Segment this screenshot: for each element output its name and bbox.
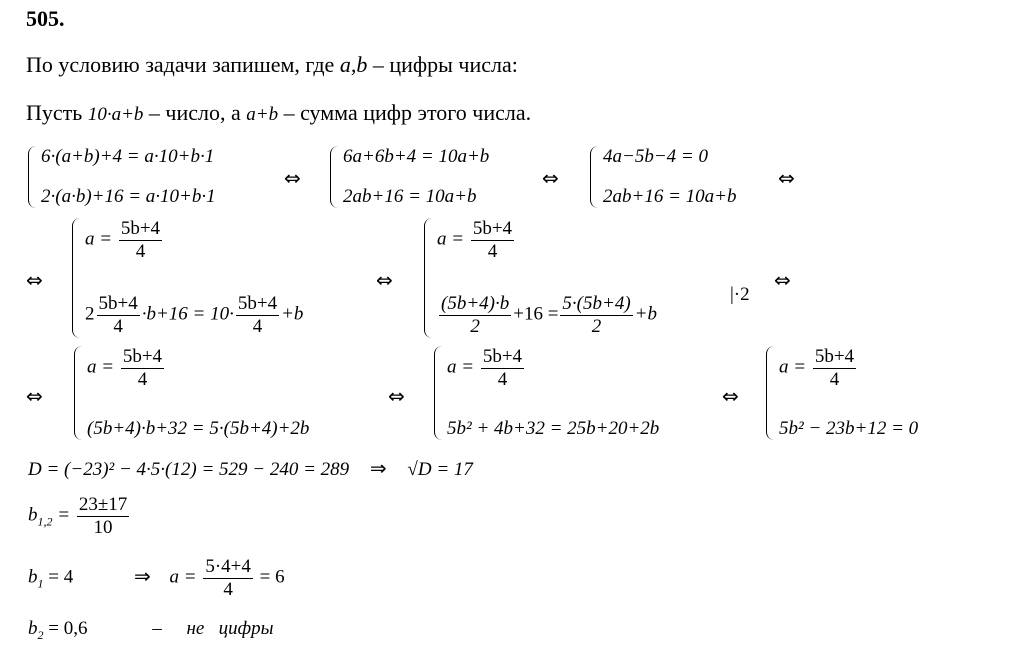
fraction-den: 2 <box>470 316 480 338</box>
fraction-num: 5·(5b+4) <box>562 293 631 315</box>
eq-mid: +16 = <box>513 304 559 326</box>
coef: 2 <box>85 304 95 326</box>
eq-mid: ·b+16 = 10· <box>141 304 234 326</box>
let-post: – сумма цифр этого числа. <box>278 100 532 125</box>
iff-symbol: ⇔ <box>542 166 559 190</box>
b1-line <box>28 556 285 601</box>
intro-rest: – цифры числа: <box>367 52 518 77</box>
implies-symbol: ⇒ <box>133 563 151 588</box>
eq-row: 4a−5b−4 = 0 <box>603 146 708 167</box>
discriminant-expr: D = (−23)² − 4·5·(12) = 529 − 240 = 289 <box>28 459 350 480</box>
sum-expr: a+b <box>246 104 279 125</box>
iff-symbol: ⇔ <box>388 384 405 408</box>
let-line <box>26 100 531 126</box>
eq-sign: = <box>57 504 71 526</box>
eq-row: 2ab+16 = 10a+b <box>603 186 737 207</box>
root-var: b <box>28 618 38 639</box>
iff-symbol: ⇔ <box>722 384 739 408</box>
eq-lhs: a = <box>169 566 197 588</box>
root-value: = 0,6 <box>48 618 88 639</box>
system-3b <box>434 346 659 440</box>
fraction-den: 4 <box>223 578 233 600</box>
fraction-num: 5b+4 <box>814 346 855 367</box>
eq-lhs: a = <box>85 228 113 250</box>
note-text: не цифры <box>186 618 274 639</box>
let-mid: – число, а <box>143 100 247 125</box>
iff-symbol: ⇔ <box>284 166 301 190</box>
fraction-den: 4 <box>137 368 148 390</box>
digit-vars: a,b <box>339 52 368 77</box>
eq-lhs: a = <box>779 356 807 378</box>
fraction-num: 5b+4 <box>237 293 278 315</box>
b2-line <box>28 618 273 643</box>
let-pre: Пусть <box>26 100 88 125</box>
fraction-num: 5b+4 <box>120 218 161 239</box>
root-sub: 2 <box>37 627 44 642</box>
eq-lhs: a = <box>87 356 115 378</box>
eq-row <box>87 346 309 391</box>
eq-row: 5b² − 23b+12 = 0 <box>779 418 919 439</box>
fraction-den: 2 <box>591 316 602 338</box>
fraction-den: 4 <box>829 368 840 390</box>
fraction-num: 23±17 <box>78 494 128 515</box>
sqrt-expr: √D = 17 <box>407 459 473 480</box>
system-2a <box>72 218 303 338</box>
eq-row <box>779 346 918 391</box>
multiply-note: |·2 <box>730 284 750 305</box>
iff-symbol: ⇔ <box>376 268 393 292</box>
eq-row <box>437 218 657 263</box>
iff-symbol: ⇔ <box>26 268 43 292</box>
eq-row: 6a+6b+4 = 10a+b <box>343 146 490 167</box>
fraction-num: 5·4+4 <box>205 556 251 577</box>
implies-symbol: ⇒ <box>369 456 387 480</box>
fraction-den: 4 <box>252 316 263 338</box>
fraction-den: 4 <box>113 316 123 338</box>
eq-row: 2ab+16 = 10a+b <box>343 186 477 207</box>
system-1a <box>28 146 216 208</box>
eq-row: (5b+4)·b+32 = 5·(5b+4)+2b <box>87 418 310 439</box>
intro-text: По условию задачи запишем, где <box>26 52 340 77</box>
problem-number: 505. <box>26 6 65 31</box>
dash: – <box>152 618 162 639</box>
fraction-num: 5b+4 <box>482 346 523 367</box>
fraction-den: 4 <box>497 368 508 390</box>
iff-symbol: ⇔ <box>774 268 791 292</box>
result: = 6 <box>259 566 285 588</box>
fraction-den: 4 <box>135 240 146 262</box>
fraction-num: 5b+4 <box>472 218 513 239</box>
eq-row: 6·(a+b)+4 = a·10+b·1 <box>41 146 215 167</box>
discriminant-line <box>28 456 473 481</box>
root-var: b <box>28 504 38 526</box>
root-var: b <box>28 566 38 588</box>
eq-post: +b <box>281 304 304 326</box>
system-3a <box>74 346 309 440</box>
root-sub: 1 <box>37 576 44 591</box>
roots-line <box>28 494 131 539</box>
system-1b <box>330 146 489 208</box>
eq-row: 5b² + 4b+32 = 25b+20+2b <box>447 418 660 439</box>
eq-post: +b <box>634 304 657 326</box>
system-1c <box>590 146 736 208</box>
eq-row <box>85 218 303 263</box>
eq-lhs: a = <box>437 228 465 250</box>
intro-line <box>26 52 518 78</box>
iff-symbol: ⇔ <box>778 166 795 190</box>
number-expr: 10·a+b <box>87 104 144 125</box>
fraction-den: 10 <box>93 516 113 538</box>
system-3c <box>766 346 918 440</box>
eq-lhs: a = <box>447 356 475 378</box>
fraction-num: 5b+4 <box>122 346 163 367</box>
iff-symbol: ⇔ <box>26 384 43 408</box>
root-sub: 1,2 <box>37 514 53 529</box>
eq-row <box>447 346 659 391</box>
eq-row: 2·(a·b)+16 = a·10+b·1 <box>41 186 216 207</box>
system-2b <box>424 218 657 338</box>
eq-row <box>437 293 657 338</box>
fraction-num: 5b+4 <box>98 293 138 315</box>
eq-row <box>85 293 303 338</box>
fraction-den: 4 <box>487 240 498 262</box>
root-value: = 4 <box>48 566 74 588</box>
fraction-num: (5b+4)·b <box>441 293 510 315</box>
